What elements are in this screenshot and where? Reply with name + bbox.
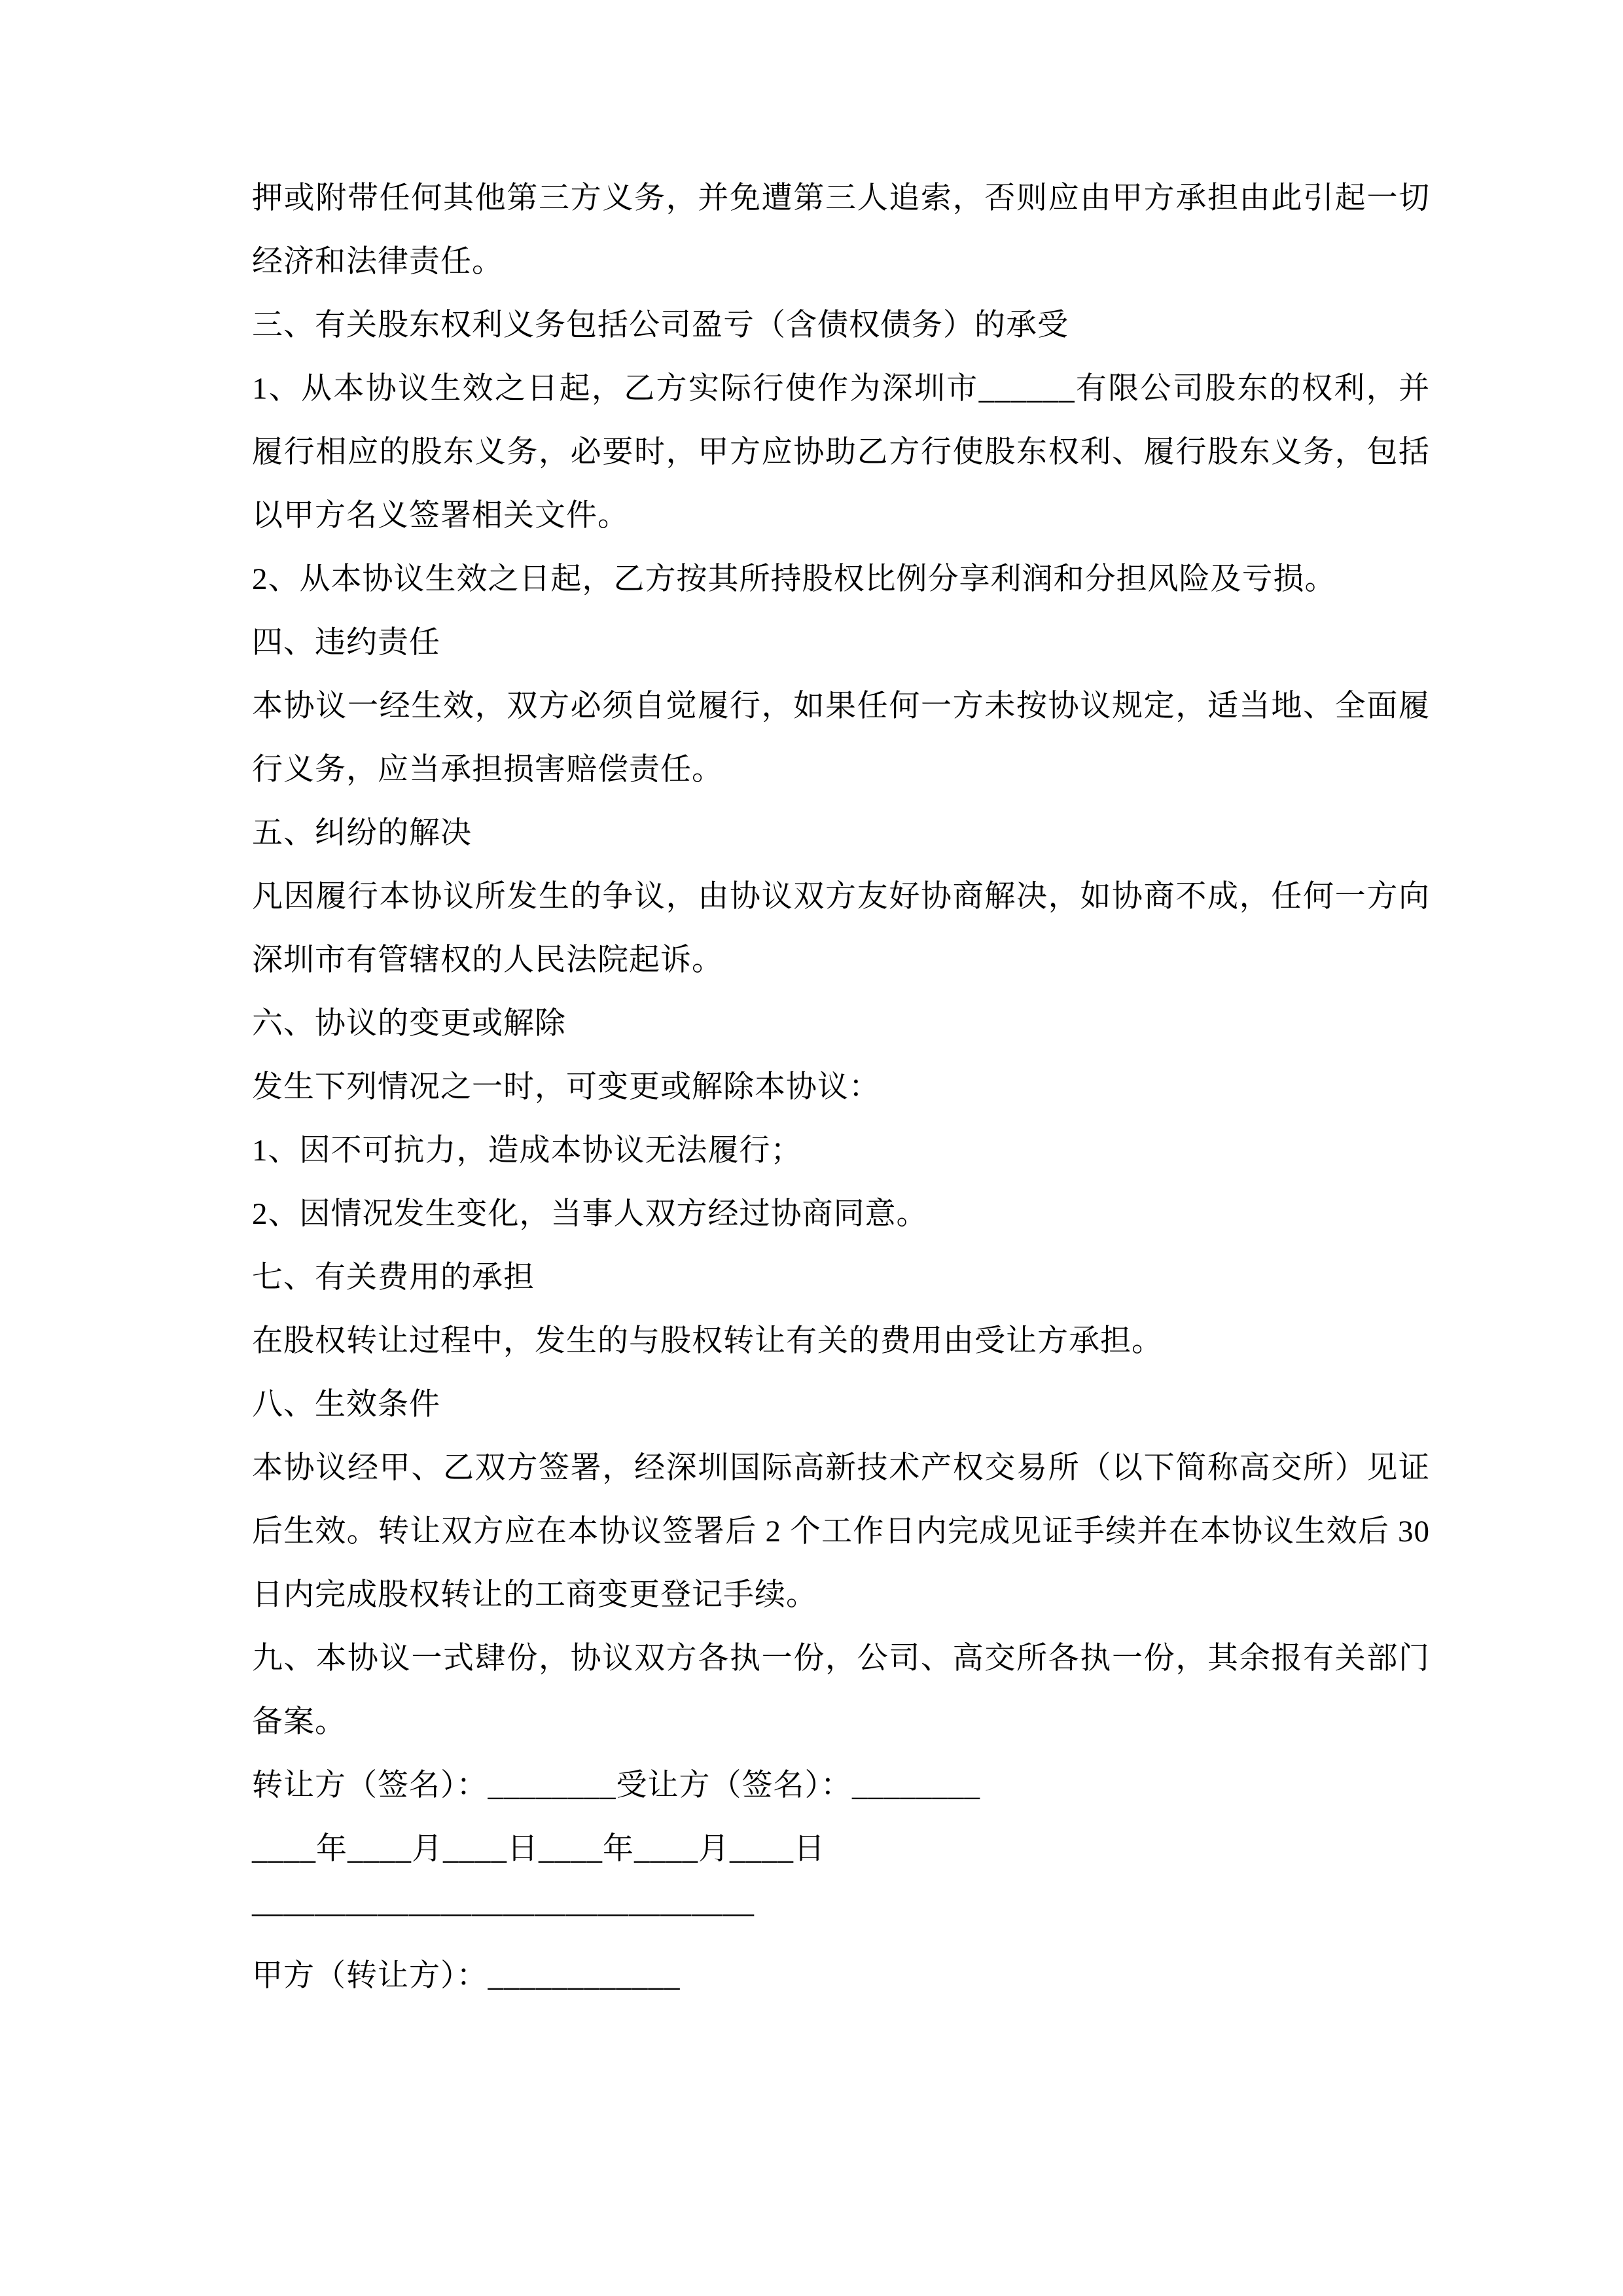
clause-6-item-2: 2、因情况发生变化，当事人双方经过协商同意。: [252, 1197, 928, 1231]
clause-8-text: 本协议经甲、乙双方签署，经深圳国际高新技术产权交易所（以下简称高交所）见证后生效。转让双方应在本协议签署后 2 个工作日内完成见证手续并在本协议生效后 30 日内完成股权转让的工商变更登记手续。: [252, 1451, 1430, 1612]
clause-6-intro: 发生下列情况之一时，可变更或解除本协议：: [252, 1070, 880, 1104]
heading-clause-5: 五、纠纷的解决: [252, 816, 472, 850]
clause-7-text: 在股权转让过程中，发生的与股权转让有关的费用由受让方承担。: [252, 1324, 1163, 1358]
clause-6-item-1: 1、因不可抗力，造成本协议无法履行；: [252, 1134, 802, 1168]
clause-5-text: 凡因履行本协议所发生的争议，由协议双方友好协商解决，如协商不成，任何一方向深圳市有管辖权的人民法院起诉。: [252, 880, 1430, 977]
heading-clause-7: 七、有关费用的承担: [252, 1261, 535, 1295]
clause-9-text: 九、本协议一式肆份，协议双方各执一份，公司、高交所各执一份，其余报有关部门备案。: [252, 1641, 1430, 1739]
heading-clause-4: 四、违约责任: [252, 626, 440, 660]
divider-dash-line: ————————————————: [252, 1895, 755, 1929]
clause-4-text: 本协议一经生效，双方必须自觉履行，如果任何一方未按协议规定，适当地、全面履行义务，应当承担损害赔偿责任。: [252, 689, 1430, 787]
date-blank-line: ____年____月____日____年____月____日: [252, 1832, 825, 1866]
heading-clause-3: 三、有关股东权利义务包括公司盈亏（含债权债务）的承受: [252, 308, 1069, 342]
signature-line-transferor-transferee: 转让方（签名）：________受让方（签名）：________: [252, 1768, 980, 1803]
heading-clause-8: 八、生效条件: [252, 1388, 440, 1422]
heading-clause-6: 六、协议的变更或解除: [252, 1007, 566, 1041]
clause-3-item-2: 2、从本协议生效之日起，乙方按其所持股权比例分享利润和分担风险及亏损。: [252, 562, 1336, 596]
clause-3-item-1: 1、从本协议生效之日起，乙方实际行使作为深圳市______有限公司股东的权利，并履行相应的股东义务，必要时，甲方应协助乙方行使股东权利、履行股东义务，包括以甲方名义签署相关文件。: [252, 372, 1430, 533]
contract-body: [252, 167, 1430, 2008]
party-a-transferor-label: 甲方（转让方）：____________: [252, 1959, 681, 1993]
paragraph-continuation: 押或附带任何其他第三方义务，并免遭第三人追索，否则应由甲方承担由此引起一切经济和法律责任。: [252, 181, 1430, 279]
